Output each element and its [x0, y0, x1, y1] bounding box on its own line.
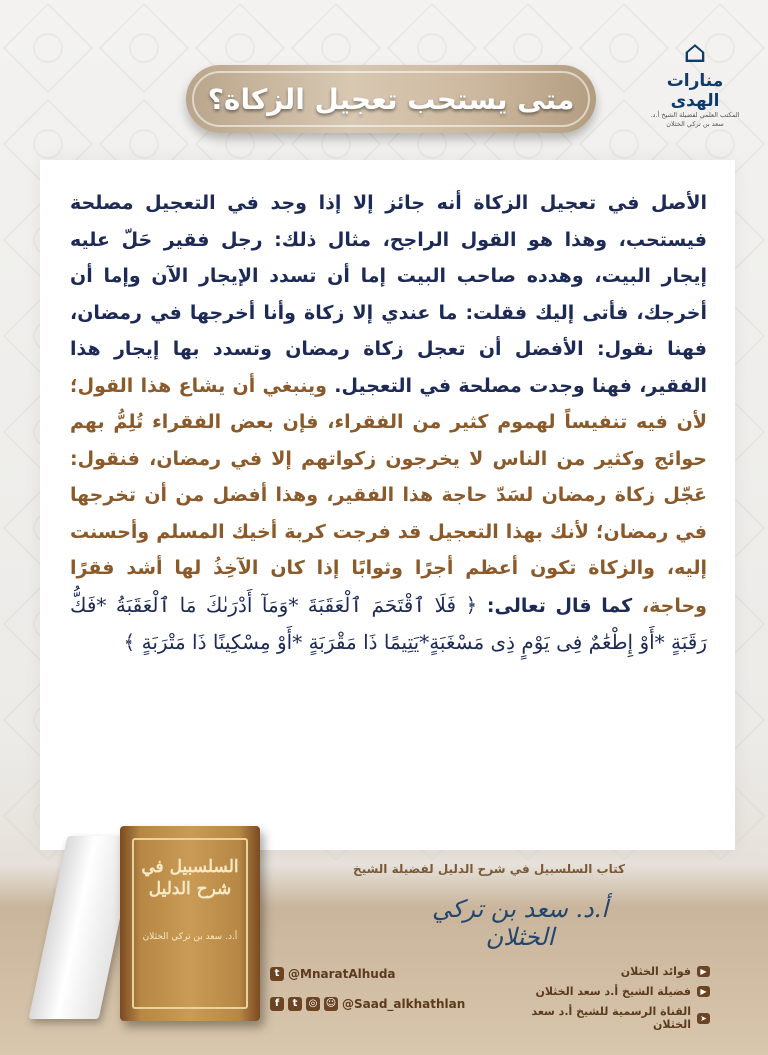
- author-signature: أ.د. سعد بن تركي الخثلان: [431, 895, 609, 951]
- book-credit: كتاب السلسبيل في شرح الدليل لفضيلة الشيخ: [353, 862, 625, 876]
- youtube-icon: ▶: [697, 986, 710, 997]
- brand-subtitle: المكتب العلمي لفضيلة الشيخ أ.د. سعد بن تركي الخثلان: [650, 111, 740, 128]
- quran-verse: ﴿ فَلَا ٱقْتَحَمَ ٱلْعَقَبَةَ *وَمَآ أَدْرَىٰكَ مَا ٱلْعَقَبَةُ *فَكُّ رَقَبَةٍ *أَوْ إِطْعَٰمٌ فِى يَوْمٍ ذِى مَسْغَبَةٍ*يَتِيمًا ذَا مَقْرَبَةٍ *أَوْ مِسْكِينًا ذَا مَتْرَبَةٍ ﴾: [70, 592, 707, 654]
- title-banner: [186, 65, 596, 133]
- channel-item-1[interactable]: [490, 965, 710, 978]
- mosque-icon: ⌂: [683, 35, 707, 70]
- twitter-icon[interactable]: t: [270, 967, 284, 981]
- article-part-3: كما قال تعالى:: [486, 594, 642, 617]
- book-author: أ.د. سعد بن تركي الخثلان: [142, 932, 238, 942]
- article-body: [70, 185, 707, 662]
- article-part-2: وينبغي أن يشاع هذا القول؛ لأن فيه تنفيساً لهموم كثير من الفقراء، فإن بعض الفقراء تُلِمُّ بهم حوائج وكثير من الناس لا يخرجون زكواتهم إلا في رمضان، فنقول: عَجّل زكاة رمضان لسَدّ حاجة هذا الفقير، وهذا أفضل من أن تخرجها في رمضان؛ لأنك بهذا التعجيل قد فرجت كربة أخيك المسلم وأحسنت إليه، والزكاة تكون أعظم أجرًا وثوابًا إذا كان الآخِذُ لها أشد فقرًا وحاجة،: [70, 374, 707, 617]
- social-row-1: [270, 967, 396, 981]
- youtube-icon: ▶: [697, 966, 710, 977]
- channel-label-3: القناة الرسمية للشيخ أ.د سعد الخثلان: [531, 1005, 692, 1031]
- snapchat-icon[interactable]: ☺: [325, 998, 337, 1009]
- facebook-icon[interactable]: f: [270, 997, 284, 1011]
- social-handle-1[interactable]: @MnaratAlhuda: [288, 967, 396, 981]
- brand-logo: [650, 35, 740, 128]
- social-row-2: [270, 997, 465, 1011]
- footer: [0, 955, 768, 1055]
- channel-label-1: فوائد الخثلان: [620, 965, 691, 978]
- social-handle-2[interactable]: @Saad_alkhathlan: [342, 997, 466, 1011]
- channel-label-2: فضيلة الشيخ أ.د سعد الخثلان: [535, 985, 691, 998]
- twitter-icon[interactable]: t: [288, 997, 302, 1011]
- instagram-icon[interactable]: ◎: [306, 997, 320, 1011]
- channel-item-3[interactable]: [490, 1005, 710, 1031]
- telegram-icon: ➤: [697, 1013, 710, 1024]
- article-part-1: الأصل في تعجيل الزكاة أنه جائز إلا إذا وجد في التعجيل مصلحة فيستحب، وهذا هو القول الراجح، مثال ذلك: رجل فقير حَلّ عليه إيجار البيت، وهدده صاحب البيت إما أن تسدد الإيجار الآن وإما أن أخرجك، فأتى إليك فقلت: ما عندي إلا زكاة وأنا أخرجها في رمضان، فهنا نقول: الأفضل أن تعجل زكاة رمضان وتسدد بها إيجار هذا الفقير، فهنا وجدت مصلحة في التعجيل.: [70, 192, 707, 397]
- brand-name: منارات الهدى: [666, 71, 724, 111]
- page-title: متى يستحب تعجيل الزكاة؟: [207, 82, 575, 116]
- book-title: السلسبيل في شرح الدليل: [141, 857, 239, 899]
- channel-item-2[interactable]: [490, 985, 710, 998]
